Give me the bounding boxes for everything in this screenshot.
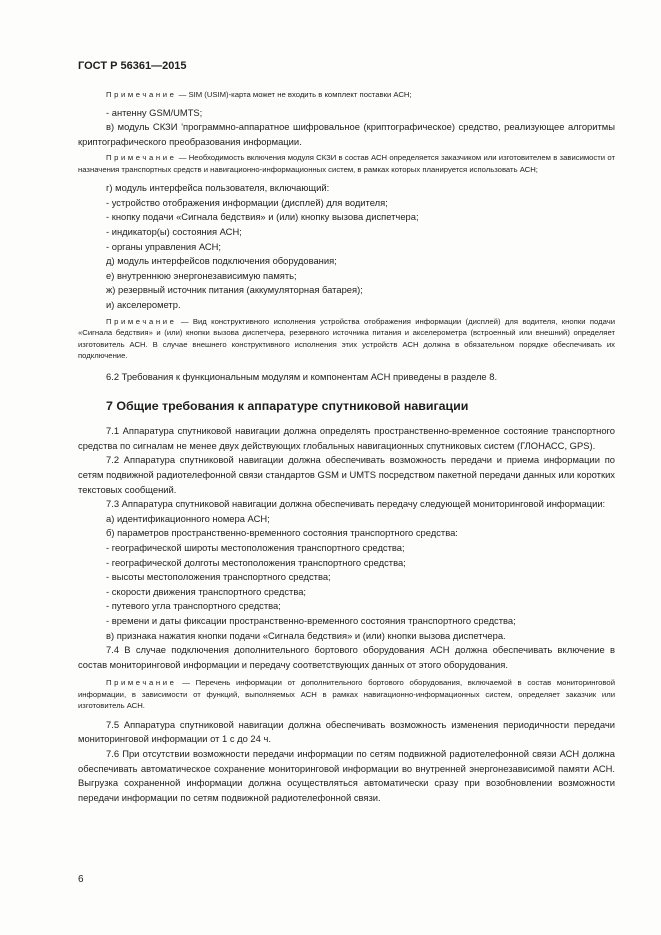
list-item: - географической широты местоположения транспортного средства; [106,541,405,553]
note-label: Примечание [106,678,177,688]
list-item: - путевого угла транспортного средства; [106,600,281,612]
note-extra-equipment [78,677,615,712]
paragraph-7-3: 7.3 Аппаратура спутниковой навигации должна обеспечивать передачу следующей мониторинговой информации: [106,498,606,510]
list-item: - высоты местоположения транспортного средства; [106,571,331,583]
list-item: - антенну GSM/UMTS; [106,106,203,118]
document-header: ГОСТ Р 56361—2015 [78,60,187,72]
note-sim [78,89,615,101]
list-item: е) внутреннюю энергонезависимую память; [106,269,297,281]
page-number: 6 [78,874,84,885]
list-item: г) модуль интерфейса пользователя, включающий: [106,182,330,194]
note-label: Примечание [106,316,177,326]
paragraph-7-2: 7.2 Аппаратура спутниковой навигации должна обеспечивать возможность передачи и приема информации по сетям подвижной радиотелефонной связи стандартов GSM и UMTS посредством пакетной передачи данных или коротких текстовых сообщений. [78,454,615,495]
note-display [78,316,615,362]
paragraph-7-6: 7.6 При отсутствии возможности передачи информации по сетям подвижной радиотелефонной связи АСН должна обеспечивать автоматическое сохранение мониторинговой информации во внутренней энергонезависимой памяти АСН. Выгрузка сохраненной информации должна осуществляться автоматически сразу при возобновлении возможности передачи информации по сетям подвижной радиотелефонной связи. [78,748,615,803]
paragraph-6-2: 6.2 Требования к функциональным модулям и компонентам АСН приведены в разделе 8. [106,370,498,382]
list-item: д) модуль интерфейсов подключения оборудования; [106,255,337,267]
list-item: - кнопку подачи «Сигнала бедствия» и (или) кнопку вызова диспетчера; [106,211,419,223]
page-body [78,89,615,805]
note-skzi [78,152,615,175]
list-item: - скорости движения транспортного средства; [106,585,307,597]
paragraph-7-5: 7.5 Аппаратура спутниковой навигации должна обеспечивать возможность изменения периодичности передачи мониторинговой информации от 1 с до 24 ч. [78,718,615,745]
paragraph-7-4: 7.4 В случае подключения дополнительного бортового оборудования АСН должна обеспечивать включение в состав мониторинговой информации и передачу соответствующих данных от этого оборудования. [78,644,615,670]
paragraph-7-1: 7.1 Аппаратура спутниковой навигации должна определять пространственно-временное состояние транспортного средства по сигналам не менее двух действующих глобальных навигационных спутниковых систем (ГЛОНАСС, GPS). [78,425,615,451]
list-item: в) модуль СКЗИ ’программно-аппаратное шифровальное (криптографическое) средство, реализующее алгоритмы криптографического преобразования информации. [78,121,615,147]
list-item: - устройство отображения информации (дисплей) для водителя; [106,196,388,208]
list-item: ж) резервный источник питания (аккумуляторная батарея); [106,284,363,296]
list-item: б) параметров пространственно-временного состояния транспортного средства: [106,527,458,539]
list-item: - времени и даты фиксации пространственно-временного состояния транспортного средства; [106,614,516,626]
list-item: а) идентификационного номера АСН; [106,512,270,524]
list-item: - географической долготы местоположения транспортного средства; [106,556,406,568]
list-item: - индикатор(ы) состояния АСН; [106,226,242,238]
list-item: и) акселерометр. [106,299,181,311]
note-label: Примечание [106,90,177,99]
list-item: в) признака нажатия кнопки подачи «Сигнала бедствия» и (или) кнопки вызова диспетчера. [106,629,506,641]
list-item: - органы управления АСН; [106,240,222,252]
note-text: — Необходимость включения модуля СКЗИ в состав АСН определяется заказчиком или изготовителем в зависимости от назначения транспортных средств и навигационно-информационных систем, в рамках которых планируется использовать АСН; [78,153,615,174]
section-7-title: 7 Общие требования к аппаратуре спутниковой навигации [106,399,469,414]
note-text: — Перечень информации от дополнительного бортового оборудования, включаемой в состав мониторинговой информации, в зависимости от функций, выполняемых АСН в рамках навигационно-информационных систем, определяет заказчик или изготовитель АСН. [78,678,615,711]
note-text: — SIM (USIM)-карта может не входить в комплект поставки АСН; [178,90,412,99]
note-label: Примечание [106,153,177,163]
note-text: — Вид конструктивного исполнения устройства отображения информации (дисплей) для водителя, кнопки подачи «Сигнала бедствия» и (или) кнопки вызова диспетчера, резервного источника питания и акселерометра (встроенный или внешний) определяет изготовитель АСН. В случае внешнего конструктивного исполнения этих устройств АСН должна в обязательном порядке обеспечивать их подключение. [78,316,615,361]
